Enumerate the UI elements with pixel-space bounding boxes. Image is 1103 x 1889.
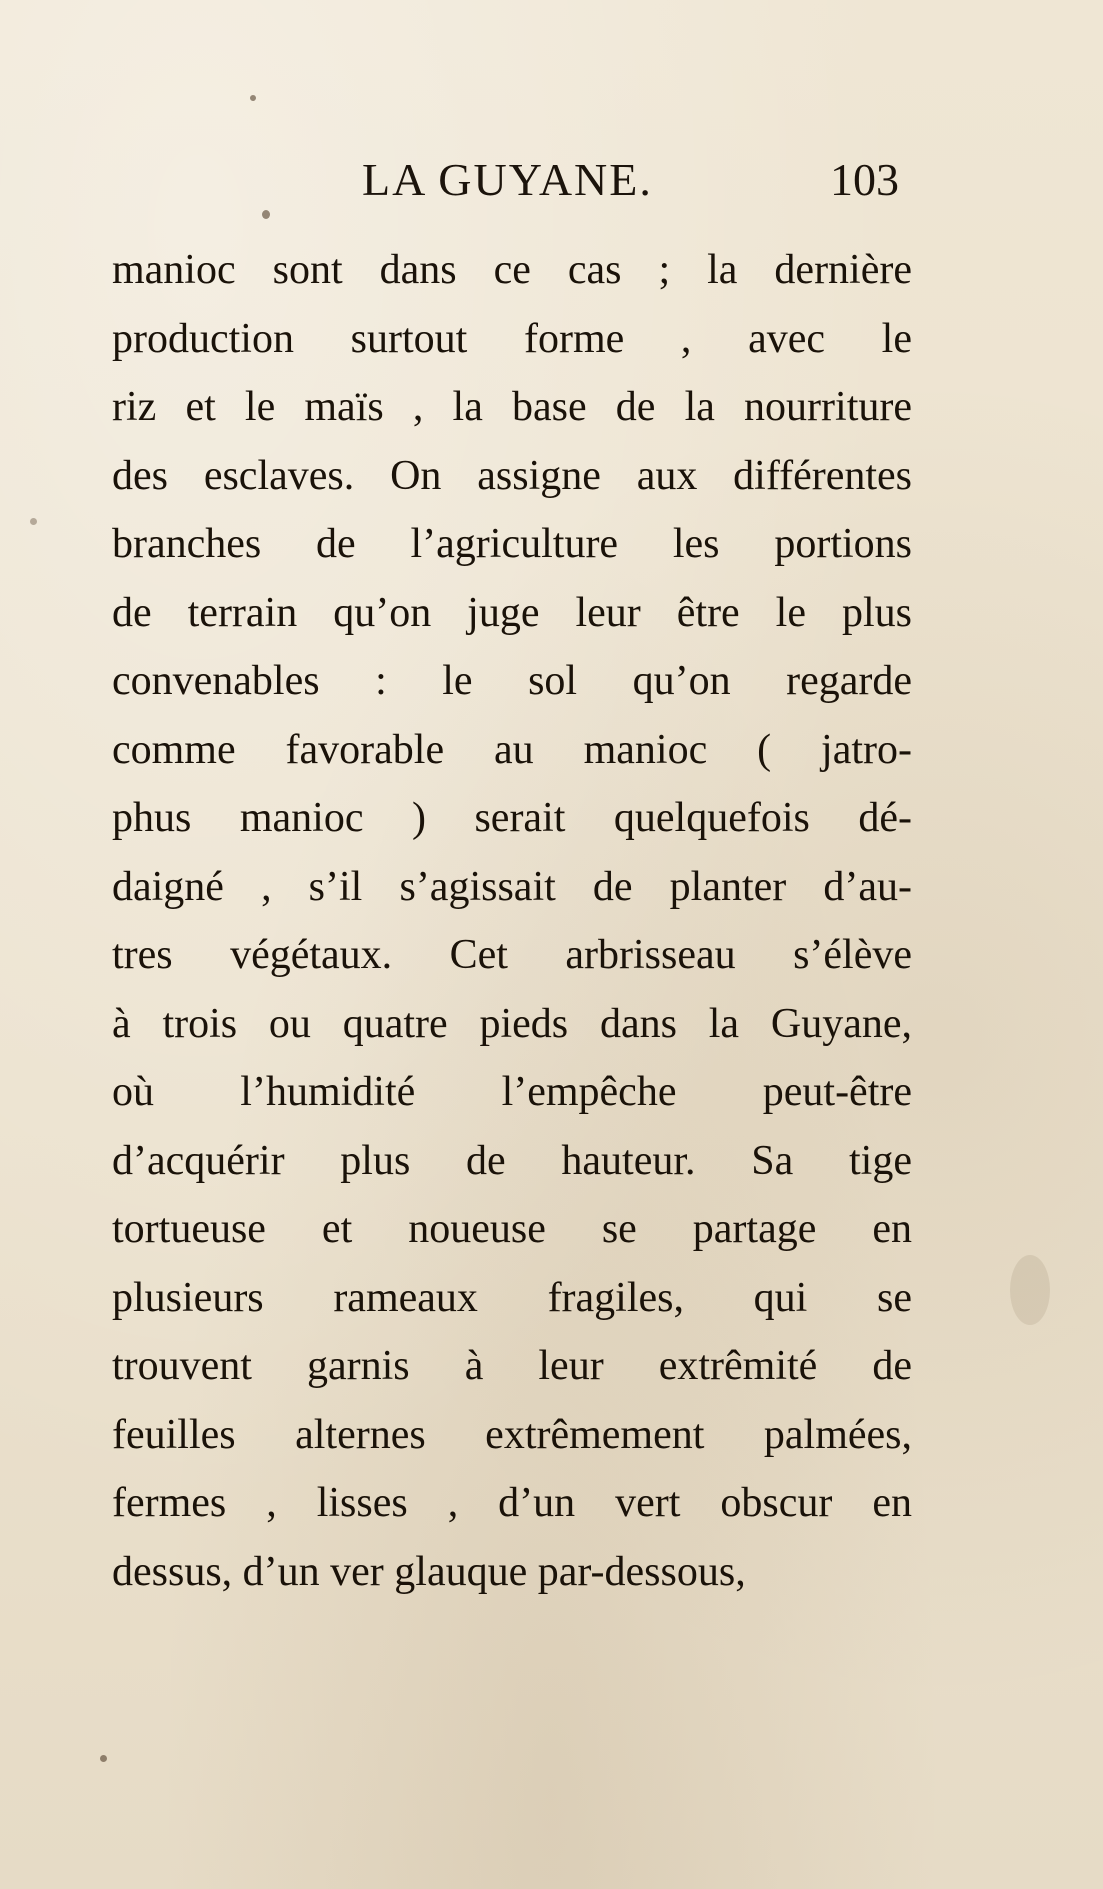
text-line: fermes , lisses , d’un vert obscur en — [112, 1480, 912, 1526]
text-line: phus manioc ) serait quelquefois dé- — [112, 795, 912, 841]
running-title: LA GUYANE. — [362, 154, 653, 205]
text-line: convenables : le sol qu’on regarde — [112, 658, 912, 704]
paper-spot — [250, 95, 256, 101]
text-line: riz et le maïs , la base de la nourriture — [112, 384, 912, 430]
text-line: feuilles alternes extrêmement palmées, — [112, 1411, 912, 1458]
text-line: branches de l’agriculture les portions — [112, 521, 912, 567]
text-line: comme favorable au manioc ( jatro- — [112, 726, 912, 773]
text-line: tres végétaux. Cet arbrisseau s’élève — [112, 932, 912, 978]
text-line: trouvent garnis à leur extrêmité de — [112, 1343, 912, 1389]
text-line: des esclaves. On assigne aux différentes — [112, 452, 912, 499]
text-line: tortueuse et noueuse se partage en — [112, 1206, 912, 1252]
text-line: d’acquérir plus de hauteur. Sa tige — [112, 1137, 912, 1184]
page-number: 103 — [830, 154, 899, 205]
paper-spot — [262, 210, 270, 219]
text-line: dessus, d’un ver glauque par-dessous, — [112, 1548, 746, 1595]
running-head — [0, 150, 1103, 210]
paper-spot — [100, 1755, 107, 1762]
body-text — [112, 236, 912, 1606]
text-line: manioc sont dans ce cas ; la dernière — [112, 247, 912, 293]
paper-spot — [1010, 1255, 1050, 1325]
text-line: plusieurs rameaux fragiles, qui se — [112, 1274, 912, 1321]
paper-spot — [30, 518, 37, 525]
text-line: production surtout forme , avec le — [112, 315, 912, 362]
text-line: de terrain qu’on juge leur être le plus — [112, 589, 912, 636]
text-line: où l’humidité l’empêche peut-être — [112, 1069, 912, 1115]
text-line: à trois ou quatre pieds dans la Guyane, — [112, 1000, 912, 1047]
text-line: daigné , s’il s’agissait de planter d’au- — [112, 863, 912, 910]
